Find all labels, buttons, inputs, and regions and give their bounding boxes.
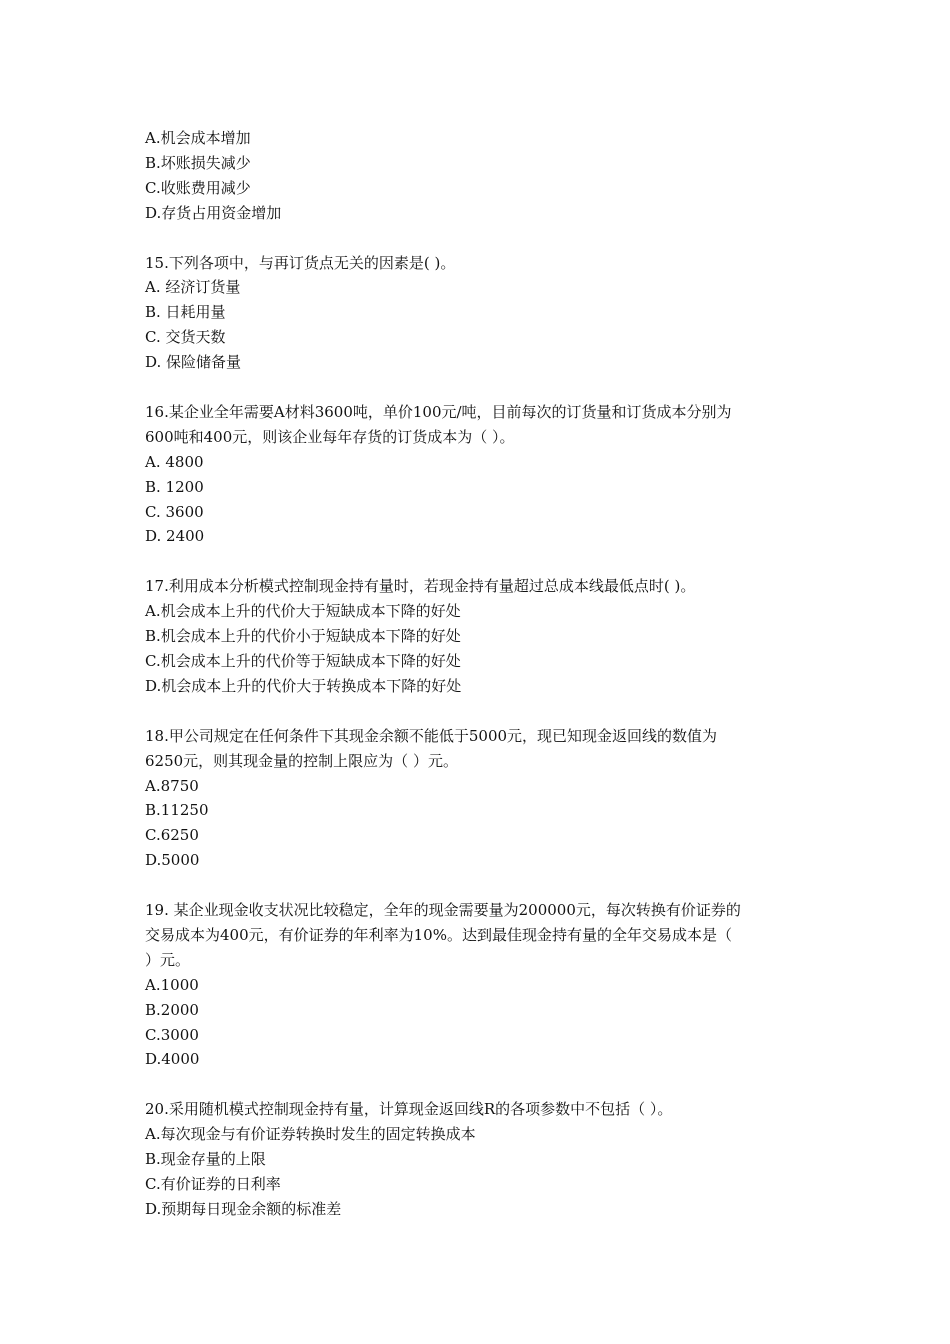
option-d: D.机会成本上升的代价大于转换成本下降的好处 (145, 676, 462, 695)
spacer (145, 699, 815, 724)
option-c: C.有价证券的日利率 (145, 1174, 281, 1193)
question-stem: 17.利用成本分析模式控制现金持有量时，若现金持有量超过总成本线最低点时( )。 (145, 577, 696, 596)
option-a: A.1000 (145, 975, 199, 994)
option-a: A. 4800 (145, 452, 204, 471)
spacer (145, 873, 815, 898)
question-17 (145, 574, 815, 699)
question-15 (145, 251, 815, 376)
document-page (145, 126, 815, 1222)
spacer (145, 226, 815, 251)
question-19 (145, 898, 815, 1072)
question-stem: 16.某企业全年需要A材料3600吨，单价100元/吨，目前每次的订货量和订货成本分别为 (145, 402, 732, 421)
spacer (145, 375, 815, 400)
option-c: C.收账费用减少 (145, 178, 251, 197)
question-14-options (145, 126, 815, 226)
option-b: B.11250 (145, 801, 209, 820)
option-c: C. 3600 (145, 502, 204, 521)
option-a: A.8750 (145, 776, 199, 795)
option-d: D.存货占用资金增加 (145, 203, 282, 222)
option-a: A.机会成本增加 (145, 129, 251, 147)
option-c: C.6250 (145, 826, 199, 845)
question-20 (145, 1097, 815, 1222)
option-d: D. 2400 (145, 527, 205, 546)
question-16 (145, 400, 815, 549)
question-stem: 19. 某企业现金收支状况比较稳定，全年的现金需要量为200000元，每次转换有价证券的 (145, 901, 741, 920)
option-a: A.机会成本上升的代价大于短缺成本下降的好处 (145, 602, 461, 621)
question-18 (145, 724, 815, 873)
option-c: C.3000 (145, 1025, 199, 1044)
spacer (145, 1072, 815, 1097)
option-c: C.机会成本上升的代价等于短缺成本下降的好处 (145, 651, 461, 670)
question-stem: 15.下列各项中，与再订货点无关的因素是( )。 (145, 253, 456, 272)
option-c: C. 交货天数 (145, 328, 226, 347)
option-d: D.5000 (145, 851, 200, 870)
question-stem-cont: 600吨和400元，则该企业每年存货的订货成本为（ ）。 (145, 427, 515, 446)
question-stem: 18.甲公司规定在任何条件下其现金余额不能低于5000元，现已知现金返回线的数值为 (145, 726, 718, 745)
option-a: A. 经济订货量 (145, 278, 241, 297)
option-b: B.2000 (145, 1000, 199, 1019)
option-b: B.坏账损失减少 (145, 153, 251, 172)
option-d: D.4000 (145, 1050, 200, 1069)
spacer (145, 549, 815, 574)
question-stem: 20.采用随机模式控制现金持有量，计算现金返回线R的各项参数中不包括（ ）。 (145, 1100, 673, 1119)
option-d: D. 保险储备量 (145, 353, 242, 372)
option-b: B.现金存量的上限 (145, 1150, 266, 1169)
option-b: B. 1200 (145, 477, 204, 496)
option-b: B. 日耗用量 (145, 303, 226, 322)
option-d: D.预期每日现金余额的标准差 (145, 1199, 342, 1218)
option-a: A.每次现金与有价证券转换时发生的固定转换成本 (145, 1125, 476, 1144)
question-stem-cont: ）元。 (145, 950, 191, 969)
question-stem-cont: 6250元，则其现金量的控制上限应为（ ）元。 (145, 751, 458, 770)
option-b: B.机会成本上升的代价小于短缺成本下降的好处 (145, 627, 461, 646)
question-stem-cont: 交易成本为400元，有价证券的年利率为10%。达到最佳现金持有量的全年交易成本是（ (145, 925, 732, 944)
